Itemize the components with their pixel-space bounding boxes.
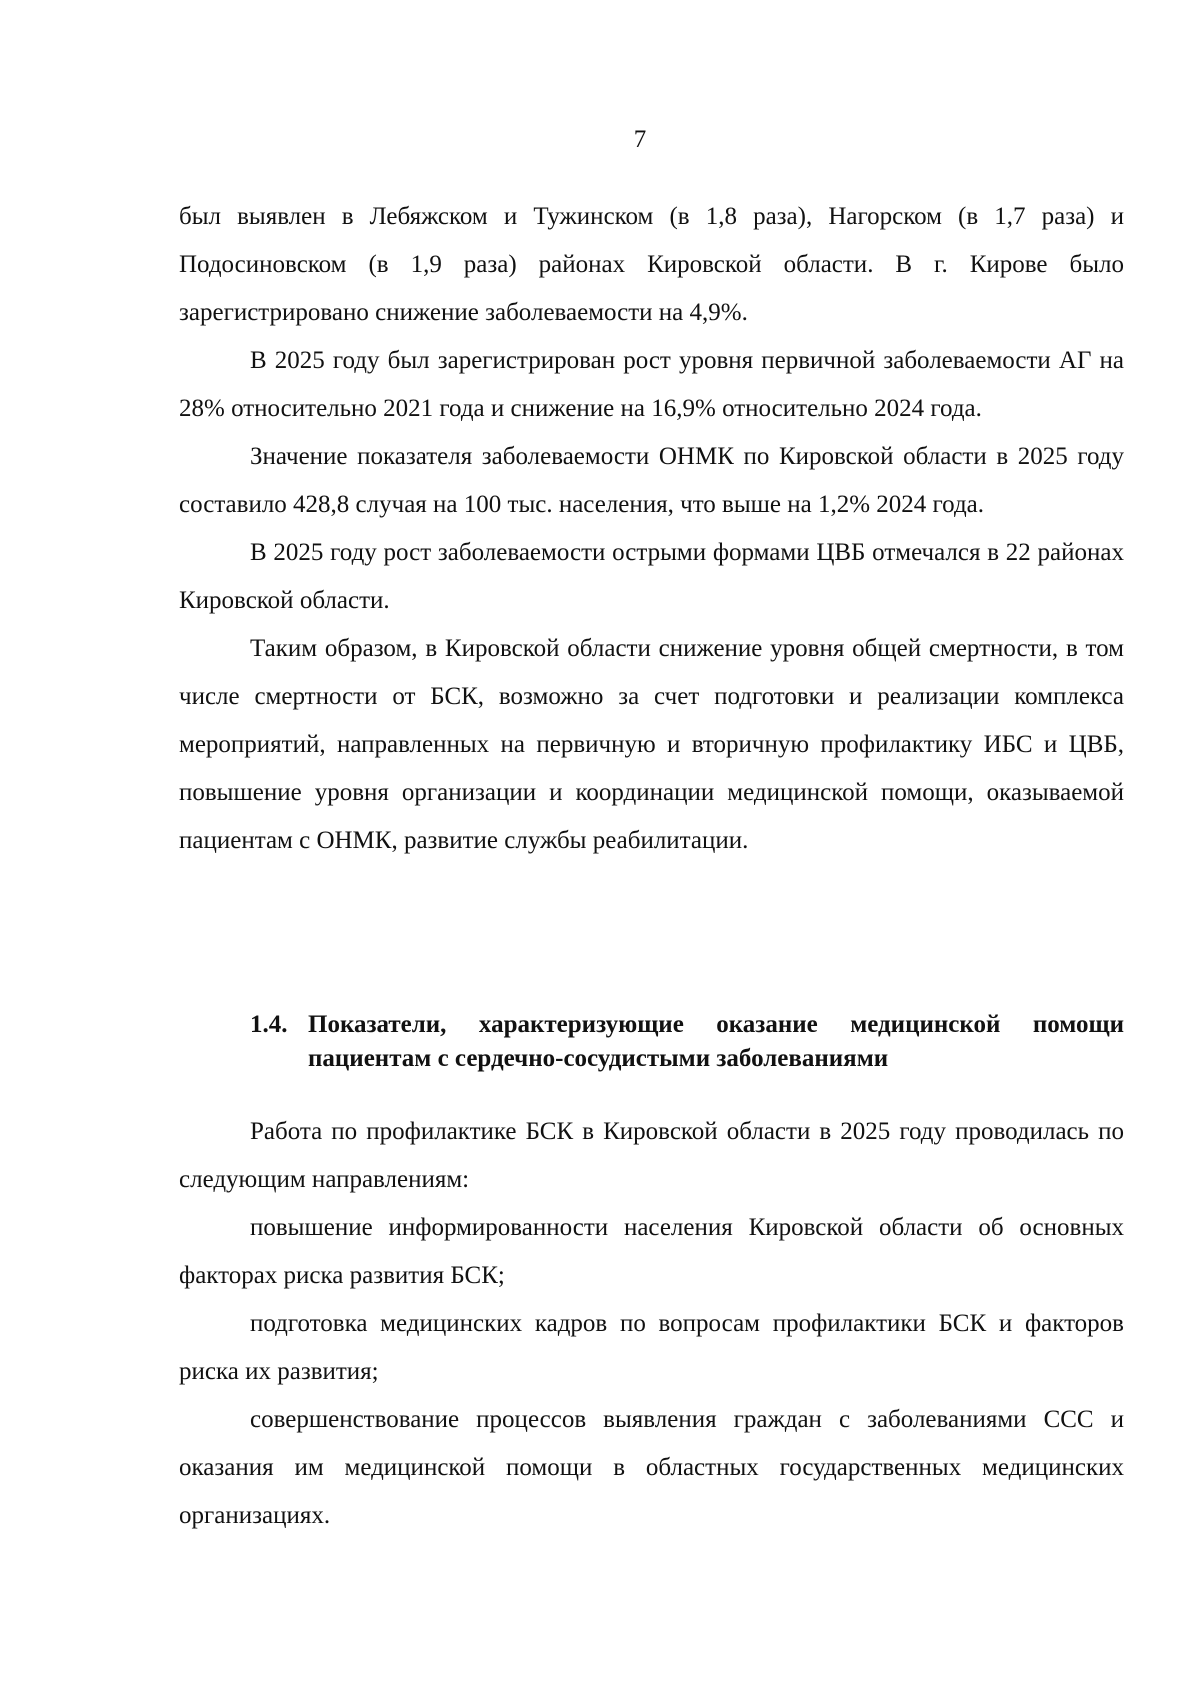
page-number: 7 [633,126,647,153]
section-number: 1.4. [250,1011,288,1038]
section-heading [250,1008,1124,1076]
paragraph: Значение показателя заболеваемости ОНМК по Кировской области в 2025 году составило 428,8 случая на 100 тыс. населения, что выше на 1,2% 2024 года. [179,443,1124,518]
section-title: Показатели, характеризующие оказание медицинской помощи пациентам с сердечно-сосудистыми заболеваниями [308,1011,1124,1072]
body-text-top [179,193,1124,865]
paragraph: был выявлен в Лебяжском и Тужинском (в 1,8 раза), Нагорском (в 1,7 раза) и Подосиновском (в 1,9 раза) районах Кировской области. В г. Кирове было зарегистрировано снижение заболеваемости на 4,9%. [179,203,1124,326]
list-item: совершенствование процессов выявления граждан с заболеваниями ССС и оказания им медицинской помощи в областных государственных медицинских организациях. [179,1406,1124,1529]
list-item: подготовка медицинских кадров по вопросам профилактики БСК и факторов риска их развития; [179,1310,1124,1385]
paragraph: В 2025 году был зарегистрирован рост уровня первичной заболеваемости АГ на 28% относительно 2021 года и снижение на 16,9% относительно 2024 года. [179,347,1124,422]
paragraph: Работа по профилактике БСК в Кировской области в 2025 году проводилась по следующим направлениям: [179,1118,1124,1193]
paragraph: Таким образом, в Кировской области снижение уровня общей смертности, в том числе смертности от БСК, возможно за счет подготовки и реализации комплекса мероприятий, направленных на первичную и вторичную профилактику ИБС и ЦВБ, повышение уровня организации и координации медицинской помощи, оказываемой пациентам с ОНМК, развитие службы реабилитации. [179,635,1124,854]
paragraph: В 2025 году рост заболеваемости острыми формами ЦВБ отмечался в 22 районах Кировской области. [179,539,1124,614]
body-text-bottom [179,1108,1124,1540]
list-item: повышение информированности населения Кировской области об основных факторах риска развития БСК; [179,1214,1124,1289]
